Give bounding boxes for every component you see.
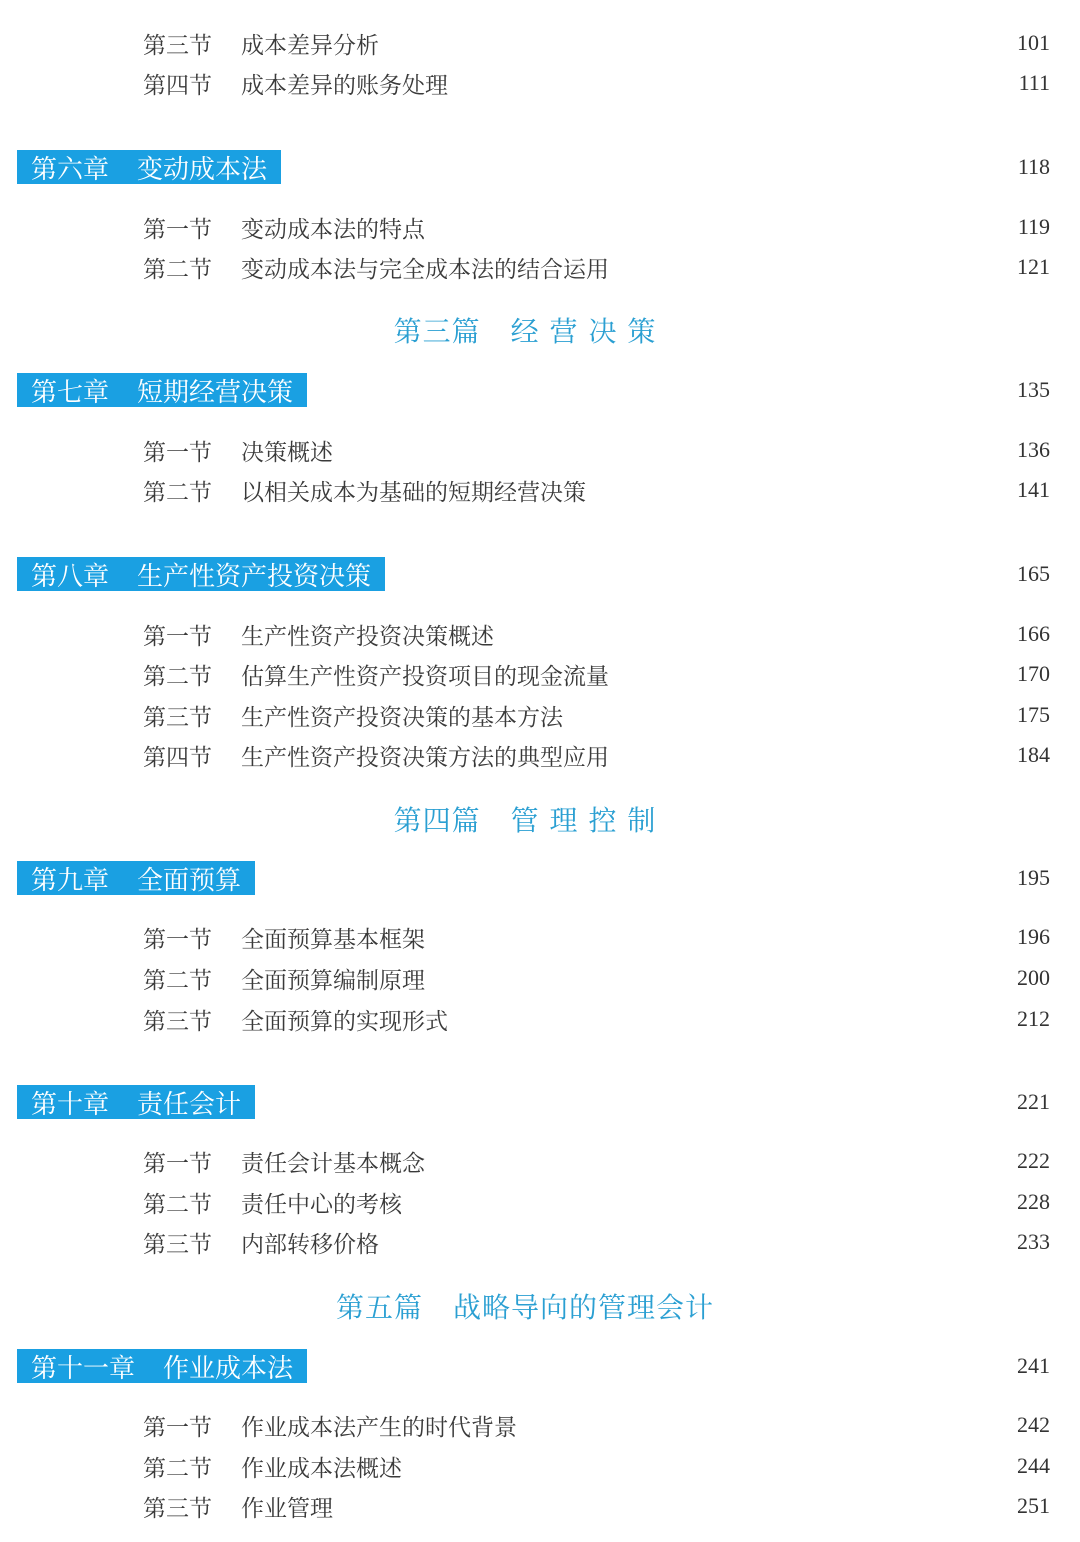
chapter-heading: [17, 150, 281, 184]
chapter-number: 第九章: [31, 865, 110, 896]
toc-section-entry[interactable]: [0, 999, 1050, 1039]
dot-leader: [259, 1104, 1008, 1106]
chapter-title: 生产性资产投资决策: [137, 561, 372, 592]
page-number: 175: [1014, 702, 1050, 728]
chapter-title: 全面预算: [137, 865, 242, 896]
section-title: 变动成本法与完全成本法的结合运用: [241, 251, 613, 284]
page-number: 111: [1016, 70, 1050, 96]
section-title: 全面预算基本框架: [241, 921, 429, 954]
chapter-heading: [17, 557, 385, 591]
part-number: 第五篇: [335, 1291, 423, 1324]
chapter-heading: [17, 373, 307, 407]
section-number: 第四节: [143, 744, 212, 771]
section-title: 作业成本法概述: [241, 1450, 406, 1483]
page-number: 121: [1014, 254, 1050, 280]
toc-section-entry[interactable]: [0, 1222, 1050, 1262]
page-number: 200: [1014, 965, 1050, 991]
section-title: 作业管理: [241, 1490, 337, 1523]
section-number: 第二节: [143, 1455, 212, 1482]
section-number: 第一节: [143, 216, 212, 243]
toc-section-entry[interactable]: [0, 63, 1050, 103]
toc-section-entry[interactable]: [0, 614, 1050, 654]
chapter-heading: [17, 1349, 307, 1383]
section-title: 生产性资产投资决策方法的典型应用: [241, 739, 613, 772]
toc-section-entry[interactable]: [0, 1182, 1050, 1222]
chapter-title: 短期经营决策: [137, 377, 294, 408]
section-title: 全面预算编制原理: [241, 962, 429, 995]
toc-part-heading: [0, 310, 1050, 350]
page-number: 195: [1014, 865, 1050, 891]
toc-section-entry[interactable]: [0, 695, 1050, 735]
dot-leader: [389, 576, 1008, 578]
chapter-number: 第十章: [31, 1089, 110, 1120]
part-title: 经 营 决 策: [510, 315, 657, 348]
section-number: 第二节: [143, 256, 212, 283]
chapter-heading: [17, 1085, 255, 1119]
section-title: 成本差异分析: [241, 27, 383, 60]
chapter-number: 第七章: [31, 377, 110, 408]
section-title: 内部转移价格: [241, 1226, 383, 1259]
toc-section-entry[interactable]: [0, 23, 1050, 63]
section-number: 第一节: [143, 1414, 212, 1441]
section-number: 第一节: [143, 1150, 212, 1177]
page-number: 136: [1014, 437, 1050, 463]
toc-section-entry[interactable]: [0, 207, 1050, 247]
toc-section-entry[interactable]: [0, 1405, 1050, 1445]
toc-section-entry[interactable]: [0, 1141, 1050, 1181]
page-number: 228: [1014, 1189, 1050, 1215]
toc-section-entry[interactable]: [0, 470, 1050, 510]
page-number: 166: [1014, 621, 1050, 647]
section-title: 决策概述: [241, 434, 337, 467]
toc-section-entry[interactable]: [0, 958, 1050, 998]
part-number: 第三篇: [393, 315, 481, 348]
dot-leader: [260, 1508, 1008, 1510]
section-title: 作业成本法产生的时代背景: [241, 1409, 521, 1442]
toc-section-entry[interactable]: [0, 247, 1050, 287]
page-number: 135: [1014, 377, 1050, 403]
section-number: 第二节: [143, 967, 212, 994]
chapter-title: 作业成本法: [163, 1353, 294, 1384]
page-number: 212: [1014, 1006, 1050, 1032]
page-number: 165: [1014, 561, 1050, 587]
chapter-number: 第六章: [31, 154, 110, 185]
dot-leader: [260, 452, 1008, 454]
section-title: 以相关成本为基础的短期经营决策: [241, 474, 590, 507]
section-number: 第一节: [143, 623, 212, 650]
toc-chapter-entry[interactable]: [0, 1346, 1050, 1386]
toc-chapter-entry[interactable]: [0, 147, 1050, 187]
toc-part-heading: [0, 799, 1050, 839]
dot-leader: [311, 1368, 1008, 1370]
section-number: 第三节: [143, 704, 212, 731]
chapter-title: 责任会计: [137, 1089, 242, 1120]
page-number: 184: [1014, 742, 1050, 768]
section-number: 第三节: [143, 1008, 212, 1035]
toc-part-heading: [0, 1286, 1050, 1326]
section-number: 第三节: [143, 1231, 212, 1258]
dot-leader: [259, 880, 1008, 882]
section-number: 第四节: [143, 72, 212, 99]
part-heading: [0, 799, 1050, 839]
section-title: 全面预算的实现形式: [241, 1003, 452, 1036]
page-number: 222: [1014, 1148, 1050, 1174]
section-number: 第二节: [143, 1191, 212, 1218]
page-number: 242: [1014, 1412, 1050, 1438]
page-number: 170: [1014, 661, 1050, 687]
section-title: 成本差异的账务处理: [241, 67, 452, 100]
toc-section-entry[interactable]: [0, 654, 1050, 694]
section-title: 责任中心的考核: [241, 1186, 406, 1219]
part-heading: [0, 1286, 1050, 1326]
part-title: 管 理 控 制: [510, 804, 657, 837]
page-number: 244: [1014, 1453, 1050, 1479]
page-number: 233: [1014, 1229, 1050, 1255]
section-number: 第一节: [143, 439, 212, 466]
section-title: 变动成本法的特点: [241, 211, 429, 244]
dot-leader: [311, 392, 1008, 394]
section-title: 生产性资产投资决策概述: [241, 618, 498, 651]
page-number: 241: [1014, 1353, 1050, 1379]
chapter-number: 第八章: [31, 561, 110, 592]
dot-leader: [285, 169, 1008, 171]
page-number: 221: [1014, 1089, 1050, 1115]
toc-chapter-entry[interactable]: [0, 858, 1050, 898]
page-number: 101: [1014, 30, 1050, 56]
part-heading: [0, 310, 1050, 350]
section-number: 第二节: [143, 663, 212, 690]
section-title: 责任会计基本概念: [241, 1145, 429, 1178]
chapter-heading: [17, 861, 255, 895]
section-number: 第二节: [143, 479, 212, 506]
toc-section-entry[interactable]: [0, 735, 1050, 775]
toc-section-entry[interactable]: [0, 430, 1050, 470]
toc-section-entry[interactable]: [0, 1446, 1050, 1486]
chapter-number: 第十一章: [31, 1353, 136, 1384]
toc-chapter-entry[interactable]: [0, 1082, 1050, 1122]
page-number: 119: [1015, 214, 1050, 240]
section-title: 估算生产性资产投资项目的现金流量: [241, 658, 613, 691]
toc-chapter-entry[interactable]: [0, 370, 1050, 410]
toc-section-entry[interactable]: [0, 1486, 1050, 1526]
section-number: 第三节: [143, 1495, 212, 1522]
toc-section-entry[interactable]: [0, 917, 1050, 957]
page-number: 196: [1014, 924, 1050, 950]
page-number: 118: [1015, 154, 1050, 180]
part-number: 第四篇: [393, 804, 481, 837]
chapter-title: 变动成本法: [137, 154, 268, 185]
section-number: 第一节: [143, 926, 212, 953]
toc-chapter-entry[interactable]: [0, 554, 1050, 594]
section-title: 生产性资产投资决策的基本方法: [241, 699, 567, 732]
part-title: 战略导向的管理会计: [453, 1291, 715, 1324]
page-number: 251: [1014, 1493, 1050, 1519]
page-number: 141: [1014, 477, 1050, 503]
section-number: 第三节: [143, 32, 212, 59]
